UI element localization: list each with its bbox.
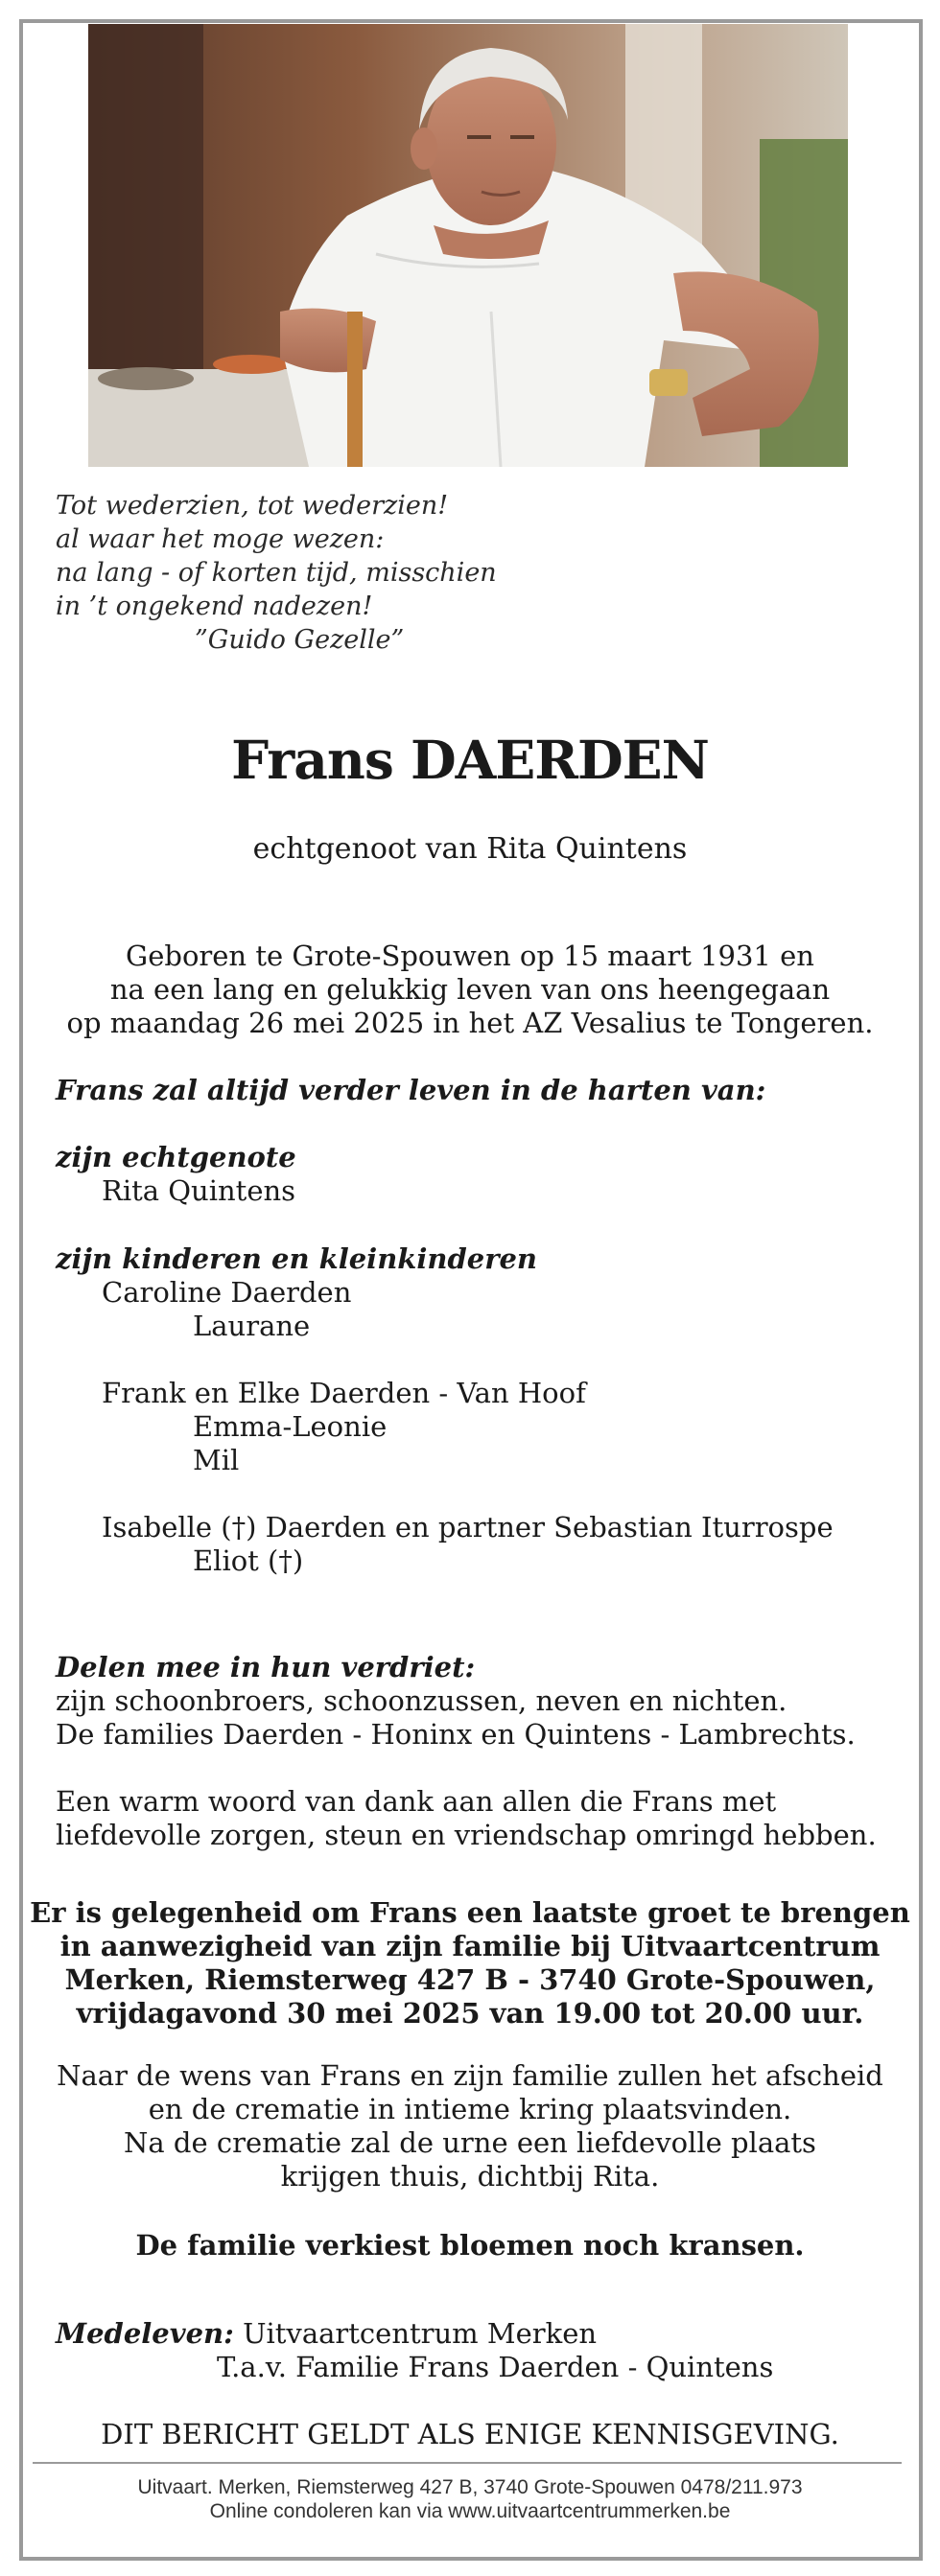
thanks-line: liefdevolle zorgen, steun en vriendschap omringd hebben. [56, 1819, 877, 1851]
ceremony-line: Naar de wens van Frans en zijn familie zullen het afscheid [57, 2059, 883, 2092]
birth-line: Geboren te Grote-Spouwen op 15 maart 1931 en [126, 940, 814, 972]
grief-line: De families Daerden - Honinx en Quintens - Lambrechts. [56, 1718, 856, 1751]
grief-line: zijn schoonbroers, schoonzussen, neven en nichten. [56, 1684, 787, 1717]
ceremony-line: krijgen thuis, dichtbij Rita. [280, 2160, 660, 2193]
condolences-line: Uitvaartcentrum Merken [243, 2317, 598, 2350]
grandchild-name: Eliot (†) [193, 1544, 304, 1577]
thanks-section [56, 1785, 877, 1852]
poem-line: in ’t ongekend nadezen! [56, 592, 373, 621]
children-section [56, 1242, 834, 1578]
farewell-section [0, 1896, 940, 2031]
poem-line: na lang - of korten tijd, misschien [56, 558, 497, 588]
child-name: Caroline Daerden [102, 1276, 352, 1309]
birth-line: op maandag 26 mei 2025 in het AZ Vesalius te Tongeren. [66, 1007, 874, 1039]
ceremony-line: en de crematie in intieme kring plaatsvinden. [148, 2093, 792, 2125]
thanks-line: Een warm woord van dank aan allen die Frans met [56, 1785, 777, 1818]
condolences-section [56, 2317, 773, 2384]
children-heading: zijn kinderen en kleinkinderen [56, 1242, 538, 1275]
poem-line: Tot wederzien, tot wederzien! [56, 491, 449, 521]
farewell-line: in aanwezigheid van zijn familie bij Uitvaartcentrum [59, 1930, 881, 1962]
notice: DIT BERICHT GELDT ALS ENIGE KENNISGEVING. [101, 2418, 839, 2450]
child-name: Frank en Elke Daerden - Van Hoof [102, 1377, 586, 1409]
ceremony-line: Na de crematie zal de urne een liefdevolle plaats [124, 2126, 816, 2159]
footer-line: Online condoleren kan via www.uitvaartcentrummerken.be [209, 2500, 731, 2522]
condolences-line: T.a.v. Familie Frans Daerden - Quintens [217, 2351, 774, 2383]
wife-heading: zijn echtgenote [56, 1141, 296, 1173]
grief-heading: Delen mee in hun verdriet: [56, 1651, 476, 1683]
condolences-label: Medeleven: [56, 2317, 234, 2350]
poem-line: al waar het moge wezen: [56, 524, 385, 554]
birth-line: na een lang en gelukkig leven van ons heengegaan [109, 973, 831, 1006]
wife-section [56, 1141, 296, 1208]
grief-section [56, 1651, 856, 1752]
poem-author: ”Guido Gezelle” [195, 625, 405, 655]
poem [56, 489, 497, 657]
child-name: Isabelle (†) Daerden en partner Sebastian Iturrospe [102, 1511, 834, 1543]
footer-divider [33, 2462, 902, 2464]
deceased-name: Frans DAERDEN [231, 729, 709, 791]
flowers-note: De familie verkiest bloemen noch kransen. [135, 2229, 805, 2262]
farewell-line: vrijdagavond 30 mei 2025 van 19.00 tot 20.00 uur. [76, 1997, 864, 2030]
footer-line: Uitvaart. Merken, Riemsterweg 427 B, 3740 Grote-Spouwen 0478/211.973 [137, 2476, 803, 2498]
grandchild-name: Emma-Leonie [193, 1410, 388, 1443]
spouse-line: echtgenoot van Rita Quintens [252, 832, 688, 866]
wife-name: Rita Quintens [102, 1174, 296, 1207]
birth-details [0, 940, 940, 1040]
footer [0, 2475, 940, 2523]
grandchild-name: Mil [193, 1444, 240, 1476]
farewell-line: Merken, Riemsterweg 427 B - 3740 Grote-Spouwen, [64, 1963, 876, 1996]
grandchild-name: Laurane [193, 1310, 311, 1342]
farewell-line: Er is gelegenheid om Frans een laatste groet te brengen [30, 1896, 910, 1929]
live-on-heading: Frans zal altijd verder leven in de harten van: [56, 1074, 766, 1106]
portrait-photo [88, 24, 848, 467]
ceremony-section [0, 2059, 940, 2193]
